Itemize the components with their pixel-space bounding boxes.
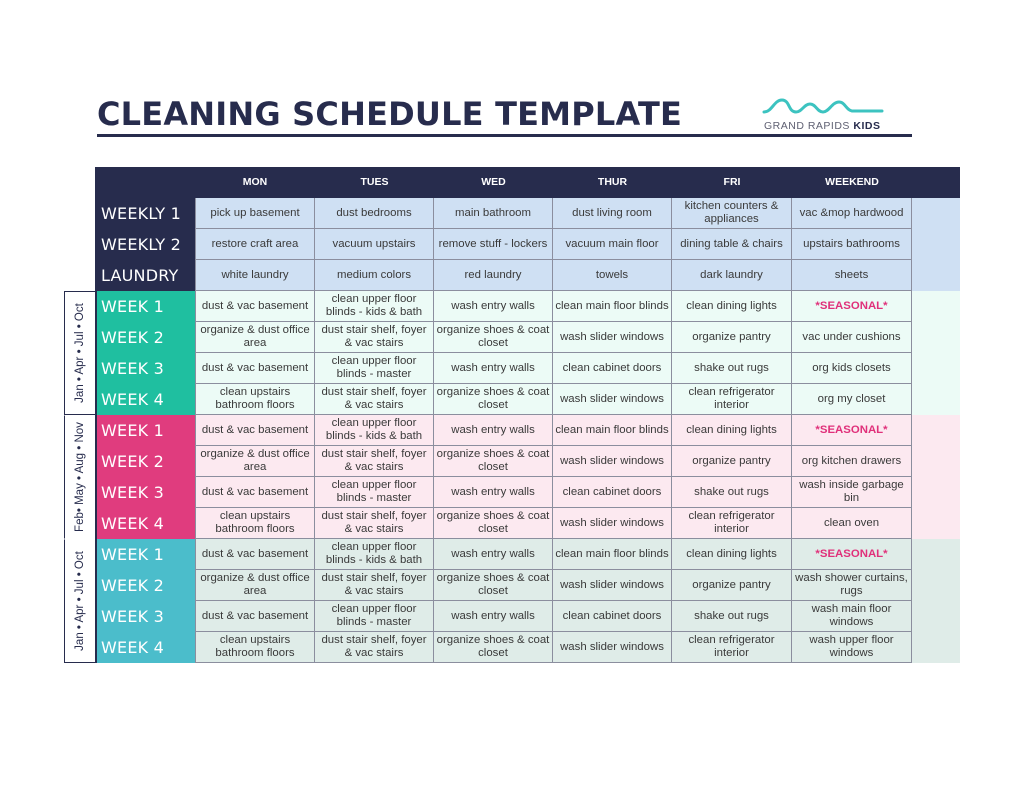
group-2-week-2-tues-cell: dust stair shelf, foyer & vac stairs (315, 446, 434, 477)
group-2-week-2-label: WEEK 2 (95, 446, 195, 477)
group-1-week-2-thur-cell: wash slider windows (553, 322, 672, 353)
group-2-week-3-tail (912, 477, 960, 508)
group-2-week-3-fri-cell: shake out rugs (672, 477, 792, 508)
weekly-row-2-tail (912, 229, 960, 260)
group-3-week-4-label: WEEK 4 (95, 632, 195, 663)
logo-text (764, 120, 880, 132)
group-2-week-4-weekend-cell: clean oven (792, 508, 912, 539)
group-2-week-4-tues-cell: dust stair shelf, foyer & vac stairs (315, 508, 434, 539)
weekly-row-2-wed-cell: remove stuff - lockers (434, 229, 553, 260)
day-header-mon: MON (195, 167, 315, 198)
group-3-week-1-tues-cell: clean upper floor blinds - kids & bath (315, 539, 434, 570)
group-2-week-3-label: WEEK 3 (95, 477, 195, 508)
group-1-week-2-weekend-cell: vac under cushions (792, 322, 912, 353)
weekly-row-1-mon-cell: pick up basement (195, 198, 315, 229)
group-1-week-4-mon-cell: clean upstairs bathroom floors (195, 384, 315, 415)
weekly-row-2-weekend-cell: upstairs bathrooms (792, 229, 912, 260)
group-2-week-2-wed-cell: organize shoes & coat closet (434, 446, 553, 477)
months-text: Jan • Apr • Jul • Oct (74, 551, 86, 651)
weekly-row-2-tues-cell: vacuum upstairs (315, 229, 434, 260)
group-1-week-4-label: WEEK 4 (95, 384, 195, 415)
weekly-row-2-label: WEEKLY 2 (95, 229, 195, 260)
group-3-week-3-label: WEEK 3 (95, 601, 195, 632)
group-1-week-1-label: WEEK 1 (95, 291, 195, 322)
day-header-weekend: WEEKEND (792, 167, 912, 198)
group-1-week-2-fri-cell: organize pantry (672, 322, 792, 353)
weekly-row-3-wed-cell: red laundry (434, 260, 553, 291)
group-1-week-4-thur-cell: wash slider windows (553, 384, 672, 415)
weekly-row-3-tail (912, 260, 960, 291)
group-3-week-3-thur-cell: clean cabinet doors (553, 601, 672, 632)
group-2-week-4-fri-cell: clean refrigerator interior (672, 508, 792, 539)
group-3-week-4-tail (912, 632, 960, 663)
group-2-week-2-thur-cell: wash slider windows (553, 446, 672, 477)
group-1-week-1-tues-cell: clean upper floor blinds - kids & bath (315, 291, 434, 322)
group-3-week-2-tues-cell: dust stair shelf, foyer & vac stairs (315, 570, 434, 601)
page-title: CLEANING SCHEDULE TEMPLATE (97, 95, 683, 133)
group-1-week-3-mon-cell: dust & vac basement (195, 353, 315, 384)
logo-text-bold: KIDS (853, 120, 881, 132)
grand-rapids-kids-logo (762, 95, 912, 135)
group-2-months-label (64, 415, 95, 539)
group-2-week-4-mon-cell: clean upstairs bathroom floors (195, 508, 315, 539)
group-3-week-3-tues-cell: clean upper floor blinds - master (315, 601, 434, 632)
weekly-block-frame (95, 167, 97, 291)
group-3-week-3-fri-cell: shake out rugs (672, 601, 792, 632)
group-2-week-1-thur-cell: clean main floor blinds (553, 415, 672, 446)
group-3-week-2-tail (912, 570, 960, 601)
group-3-week-1-label: WEEK 1 (95, 539, 195, 570)
weekly-row-2-fri-cell: dining table & chairs (672, 229, 792, 260)
group-1-week-4-fri-cell: clean refrigerator interior (672, 384, 792, 415)
weekly-row-3-fri-cell: dark laundry (672, 260, 792, 291)
group-3-week-2-wed-cell: organize shoes & coat closet (434, 570, 553, 601)
group-1-months-label (64, 291, 95, 415)
group-1-frame (95, 291, 97, 415)
group-3-week-1-weekend-cell: *SEASONAL* (792, 539, 912, 570)
weekly-row-1-thur-cell: dust living room (553, 198, 672, 229)
weekly-row-1-tail (912, 198, 960, 229)
group-2-week-2-fri-cell: organize pantry (672, 446, 792, 477)
months-text: Feb• May • Aug • Nov (74, 422, 86, 532)
weekly-row-1-label: WEEKLY 1 (95, 198, 195, 229)
day-header-thur: THUR (553, 167, 672, 198)
group-3-week-4-mon-cell: clean upstairs bathroom floors (195, 632, 315, 663)
weekly-row-1-wed-cell: main bathroom (434, 198, 553, 229)
weekly-row-1-tues-cell: dust bedrooms (315, 198, 434, 229)
group-2-week-3-mon-cell: dust & vac basement (195, 477, 315, 508)
weekly-row-3-label: LAUNDRY (95, 260, 195, 291)
group-3-week-3-weekend-cell: wash main floor windows (792, 601, 912, 632)
group-3-week-4-fri-cell: clean refrigerator interior (672, 632, 792, 663)
group-1-week-4-weekend-cell: org my closet (792, 384, 912, 415)
group-3-week-2-weekend-cell: wash shower curtains, rugs (792, 570, 912, 601)
group-3-week-3-wed-cell: wash entry walls (434, 601, 553, 632)
group-3-week-1-thur-cell: clean main floor blinds (553, 539, 672, 570)
months-text: Jan • Apr • Jul • Oct (74, 303, 86, 403)
group-3-week-2-fri-cell: organize pantry (672, 570, 792, 601)
group-1-week-4-wed-cell: organize shoes & coat closet (434, 384, 553, 415)
group-3-week-2-thur-cell: wash slider windows (553, 570, 672, 601)
group-2-week-1-tues-cell: clean upper floor blinds - kids & bath (315, 415, 434, 446)
group-1-week-2-mon-cell: organize & dust office area (195, 322, 315, 353)
group-1-week-1-wed-cell: wash entry walls (434, 291, 553, 322)
group-1-week-2-tail (912, 322, 960, 353)
group-3-week-4-wed-cell: organize shoes & coat closet (434, 632, 553, 663)
group-1-week-3-wed-cell: wash entry walls (434, 353, 553, 384)
group-2-week-1-tail (912, 415, 960, 446)
group-1-week-1-mon-cell: dust & vac basement (195, 291, 315, 322)
group-1-week-3-weekend-cell: org kids closets (792, 353, 912, 384)
group-1-week-3-tues-cell: clean upper floor blinds - master (315, 353, 434, 384)
group-2-week-4-tail (912, 508, 960, 539)
group-2-week-1-weekend-cell: *SEASONAL* (792, 415, 912, 446)
group-3-week-2-label: WEEK 2 (95, 570, 195, 601)
weekly-row-1-weekend-cell: vac &mop hardwood (792, 198, 912, 229)
group-2-frame (95, 415, 97, 539)
group-2-week-3-wed-cell: wash entry walls (434, 477, 553, 508)
group-3-frame (95, 539, 97, 663)
weekly-row-2-mon-cell: restore craft area (195, 229, 315, 260)
day-header-tues: TUES (315, 167, 434, 198)
group-2-week-2-mon-cell: organize & dust office area (195, 446, 315, 477)
group-1-week-2-wed-cell: organize shoes & coat closet (434, 322, 553, 353)
weekly-row-3-mon-cell: white laundry (195, 260, 315, 291)
group-3-week-1-mon-cell: dust & vac basement (195, 539, 315, 570)
group-1-week-1-weekend-cell: *SEASONAL* (792, 291, 912, 322)
group-2-week-4-label: WEEK 4 (95, 508, 195, 539)
group-1-week-3-tail (912, 353, 960, 384)
waves-icon (762, 95, 886, 117)
group-1-week-1-tail (912, 291, 960, 322)
logo-text-light: GRAND RAPIDS (764, 120, 854, 132)
weekly-row-3-weekend-cell: sheets (792, 260, 912, 291)
group-3-week-4-thur-cell: wash slider windows (553, 632, 672, 663)
group-3-week-4-tues-cell: dust stair shelf, foyer & vac stairs (315, 632, 434, 663)
group-2-week-1-mon-cell: dust & vac basement (195, 415, 315, 446)
group-2-week-3-weekend-cell: wash inside garbage bin (792, 477, 912, 508)
group-3-week-4-weekend-cell: wash upper floor windows (792, 632, 912, 663)
group-1-week-3-thur-cell: clean cabinet doors (553, 353, 672, 384)
weekly-row-3-tues-cell: medium colors (315, 260, 434, 291)
group-3-months-label (64, 539, 95, 663)
group-2-week-3-thur-cell: clean cabinet doors (553, 477, 672, 508)
group-3-week-1-fri-cell: clean dining lights (672, 539, 792, 570)
group-1-week-3-label: WEEK 3 (95, 353, 195, 384)
weekly-row-3-thur-cell: towels (553, 260, 672, 291)
group-2-week-1-wed-cell: wash entry walls (434, 415, 553, 446)
group-1-week-3-fri-cell: shake out rugs (672, 353, 792, 384)
group-1-week-1-fri-cell: clean dining lights (672, 291, 792, 322)
group-2-week-4-thur-cell: wash slider windows (553, 508, 672, 539)
group-2-week-2-weekend-cell: org kitchen drawers (792, 446, 912, 477)
day-header-wed: WED (434, 167, 553, 198)
group-2-week-1-fri-cell: clean dining lights (672, 415, 792, 446)
group-1-week-4-tail (912, 384, 960, 415)
group-3-week-2-mon-cell: organize & dust office area (195, 570, 315, 601)
group-3-week-3-mon-cell: dust & vac basement (195, 601, 315, 632)
group-1-week-2-label: WEEK 2 (95, 322, 195, 353)
group-2-week-1-label: WEEK 1 (95, 415, 195, 446)
group-2-week-2-tail (912, 446, 960, 477)
group-3-week-3-tail (912, 601, 960, 632)
group-1-week-2-tues-cell: dust stair shelf, foyer & vac stairs (315, 322, 434, 353)
group-3-week-1-wed-cell: wash entry walls (434, 539, 553, 570)
group-1-week-4-tues-cell: dust stair shelf, foyer & vac stairs (315, 384, 434, 415)
day-header-fri: FRI (672, 167, 792, 198)
group-2-week-4-wed-cell: organize shoes & coat closet (434, 508, 553, 539)
group-1-week-1-thur-cell: clean main floor blinds (553, 291, 672, 322)
weekly-row-2-thur-cell: vacuum main floor (553, 229, 672, 260)
group-3-week-1-tail (912, 539, 960, 570)
weekly-row-1-fri-cell: kitchen counters & appliances (672, 198, 792, 229)
group-2-week-3-tues-cell: clean upper floor blinds - master (315, 477, 434, 508)
